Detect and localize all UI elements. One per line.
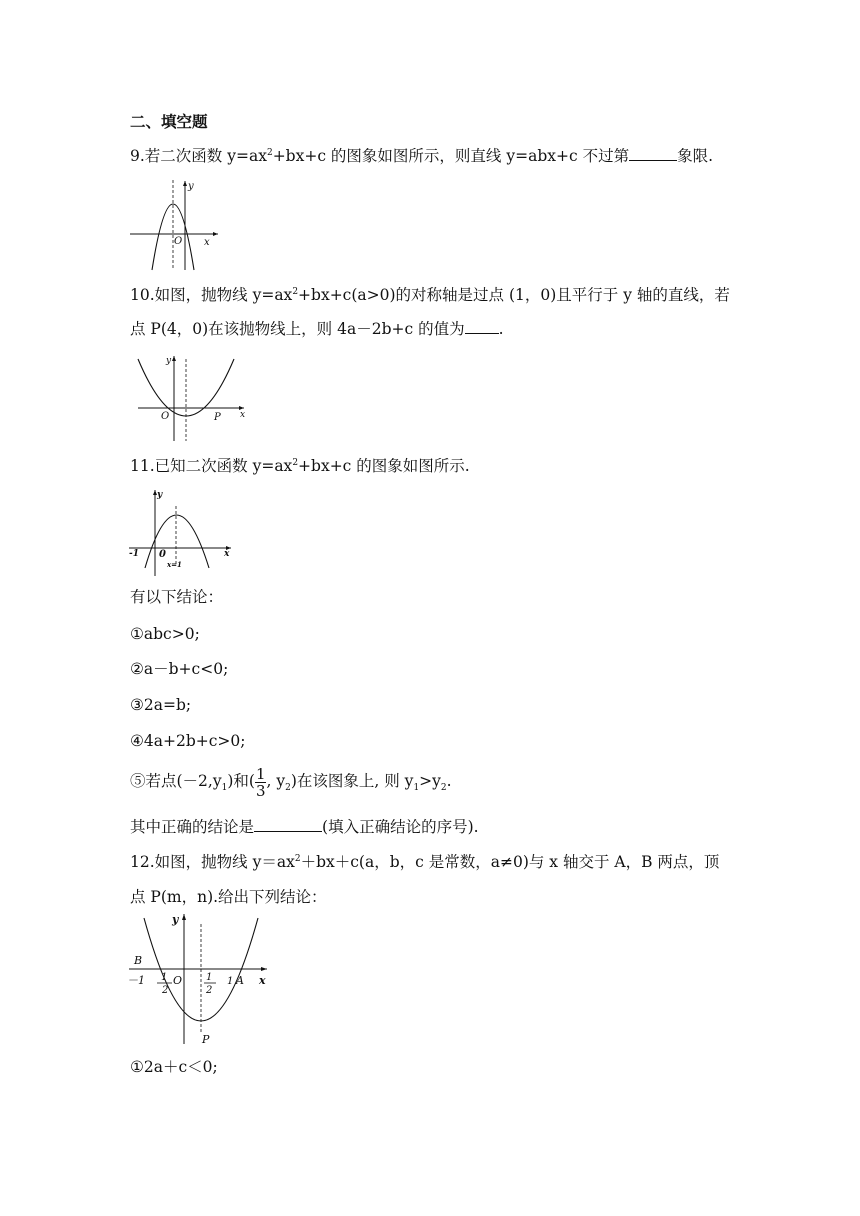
q11-origin-label: 0 [159, 549, 166, 560]
q9-graph [128, 178, 220, 272]
q10-point-p-label: P [214, 412, 221, 423]
q9-y-label: y [188, 181, 194, 192]
q12-half-neg-num: 1 [161, 972, 168, 983]
question-12-line1: 12.如图，抛物线 $y=ax^2+bx+c(a$，b，c 是常数，a≠0)与 x 轴交于 A，B 两点，顶 [130, 853, 720, 871]
q11-answer-line: 其中正确的结论是 (填入正确结论的序号). [130, 818, 479, 836]
question-11: 11.已知二次函数 $y=ax^2+bx+c$ 的图象如图所示. [130, 457, 470, 475]
answer-blank-9[interactable] [629, 146, 677, 161]
question-10-line2: 点 P(4，0)在该抛物线上，则 4a－2b+c 的值为 . [130, 320, 504, 338]
section-title: 二、填空题 [130, 113, 208, 131]
q12-conclusion-1: ①2a＋c＜0; [130, 1058, 218, 1076]
q9-origin-label: O [174, 236, 183, 247]
q12-half-pos-den: 2 [206, 985, 213, 996]
question-10-line1: 10.如图，抛物线 $y=ax^2+bx+c(a>0)$的对称轴是过点 (1，0)且平行于 y 轴的直线，若 [130, 286, 730, 304]
q12-minus-one-label: －1 [127, 974, 145, 987]
answer-blank-10[interactable] [465, 319, 499, 334]
q12-point-a-label: A [236, 974, 244, 987]
q11-conclusion-2: ②a－b+c<0; [130, 660, 229, 678]
q12-one-label: 1 [227, 976, 234, 987]
q12-point-b-label: B [134, 954, 143, 967]
q9-x-label: x [204, 237, 210, 248]
q11-conclusion-4: ④4a+2b+c>0; [130, 732, 246, 750]
q11-conclusion-3: ③2a=b; [130, 696, 192, 714]
answer-blank-11[interactable] [254, 817, 322, 832]
q10-origin-label: O [161, 411, 170, 422]
q10-x-label: x [240, 410, 246, 420]
q10-y-label: y [166, 356, 172, 366]
q12-origin-label: O [173, 974, 183, 987]
question-12-line2: 点 P(m，n).给出下列结论： [130, 888, 327, 906]
q11-x-label: x [224, 549, 230, 559]
q12-point-p-label: P [202, 1033, 210, 1046]
q12-x-label: x [259, 974, 266, 987]
q10-graph [134, 353, 250, 443]
q11-conclusion-1: ①abc>0; [130, 625, 200, 643]
q12-half-pos-num: 1 [206, 972, 213, 983]
q11-graph [127, 486, 235, 578]
question-9: 9.若二次函数 $y=ax^2+bx+c$ 的图象如图所示，则直线 y=abx+c 不过第 象限. [130, 147, 714, 165]
q12-graph [127, 910, 273, 1050]
q11-minus-one-label: -1 [129, 549, 139, 559]
q11-conclusion-5: ⑤若点$(-2,y_1)$和( $\frac{1}{3}$ , $y_2$)在该图象上, 则 $y_1>y_2$. [130, 764, 452, 800]
fraction-one-third: $\frac{1}{3}$ [255, 764, 266, 800]
q11-y-label: y [157, 490, 163, 500]
q11-intro: 有以下结论： [130, 588, 224, 606]
q11-axis-label: x=1 [167, 560, 182, 569]
q12-y-label: y [172, 913, 179, 926]
q12-half-neg-den: 2 [162, 985, 169, 996]
